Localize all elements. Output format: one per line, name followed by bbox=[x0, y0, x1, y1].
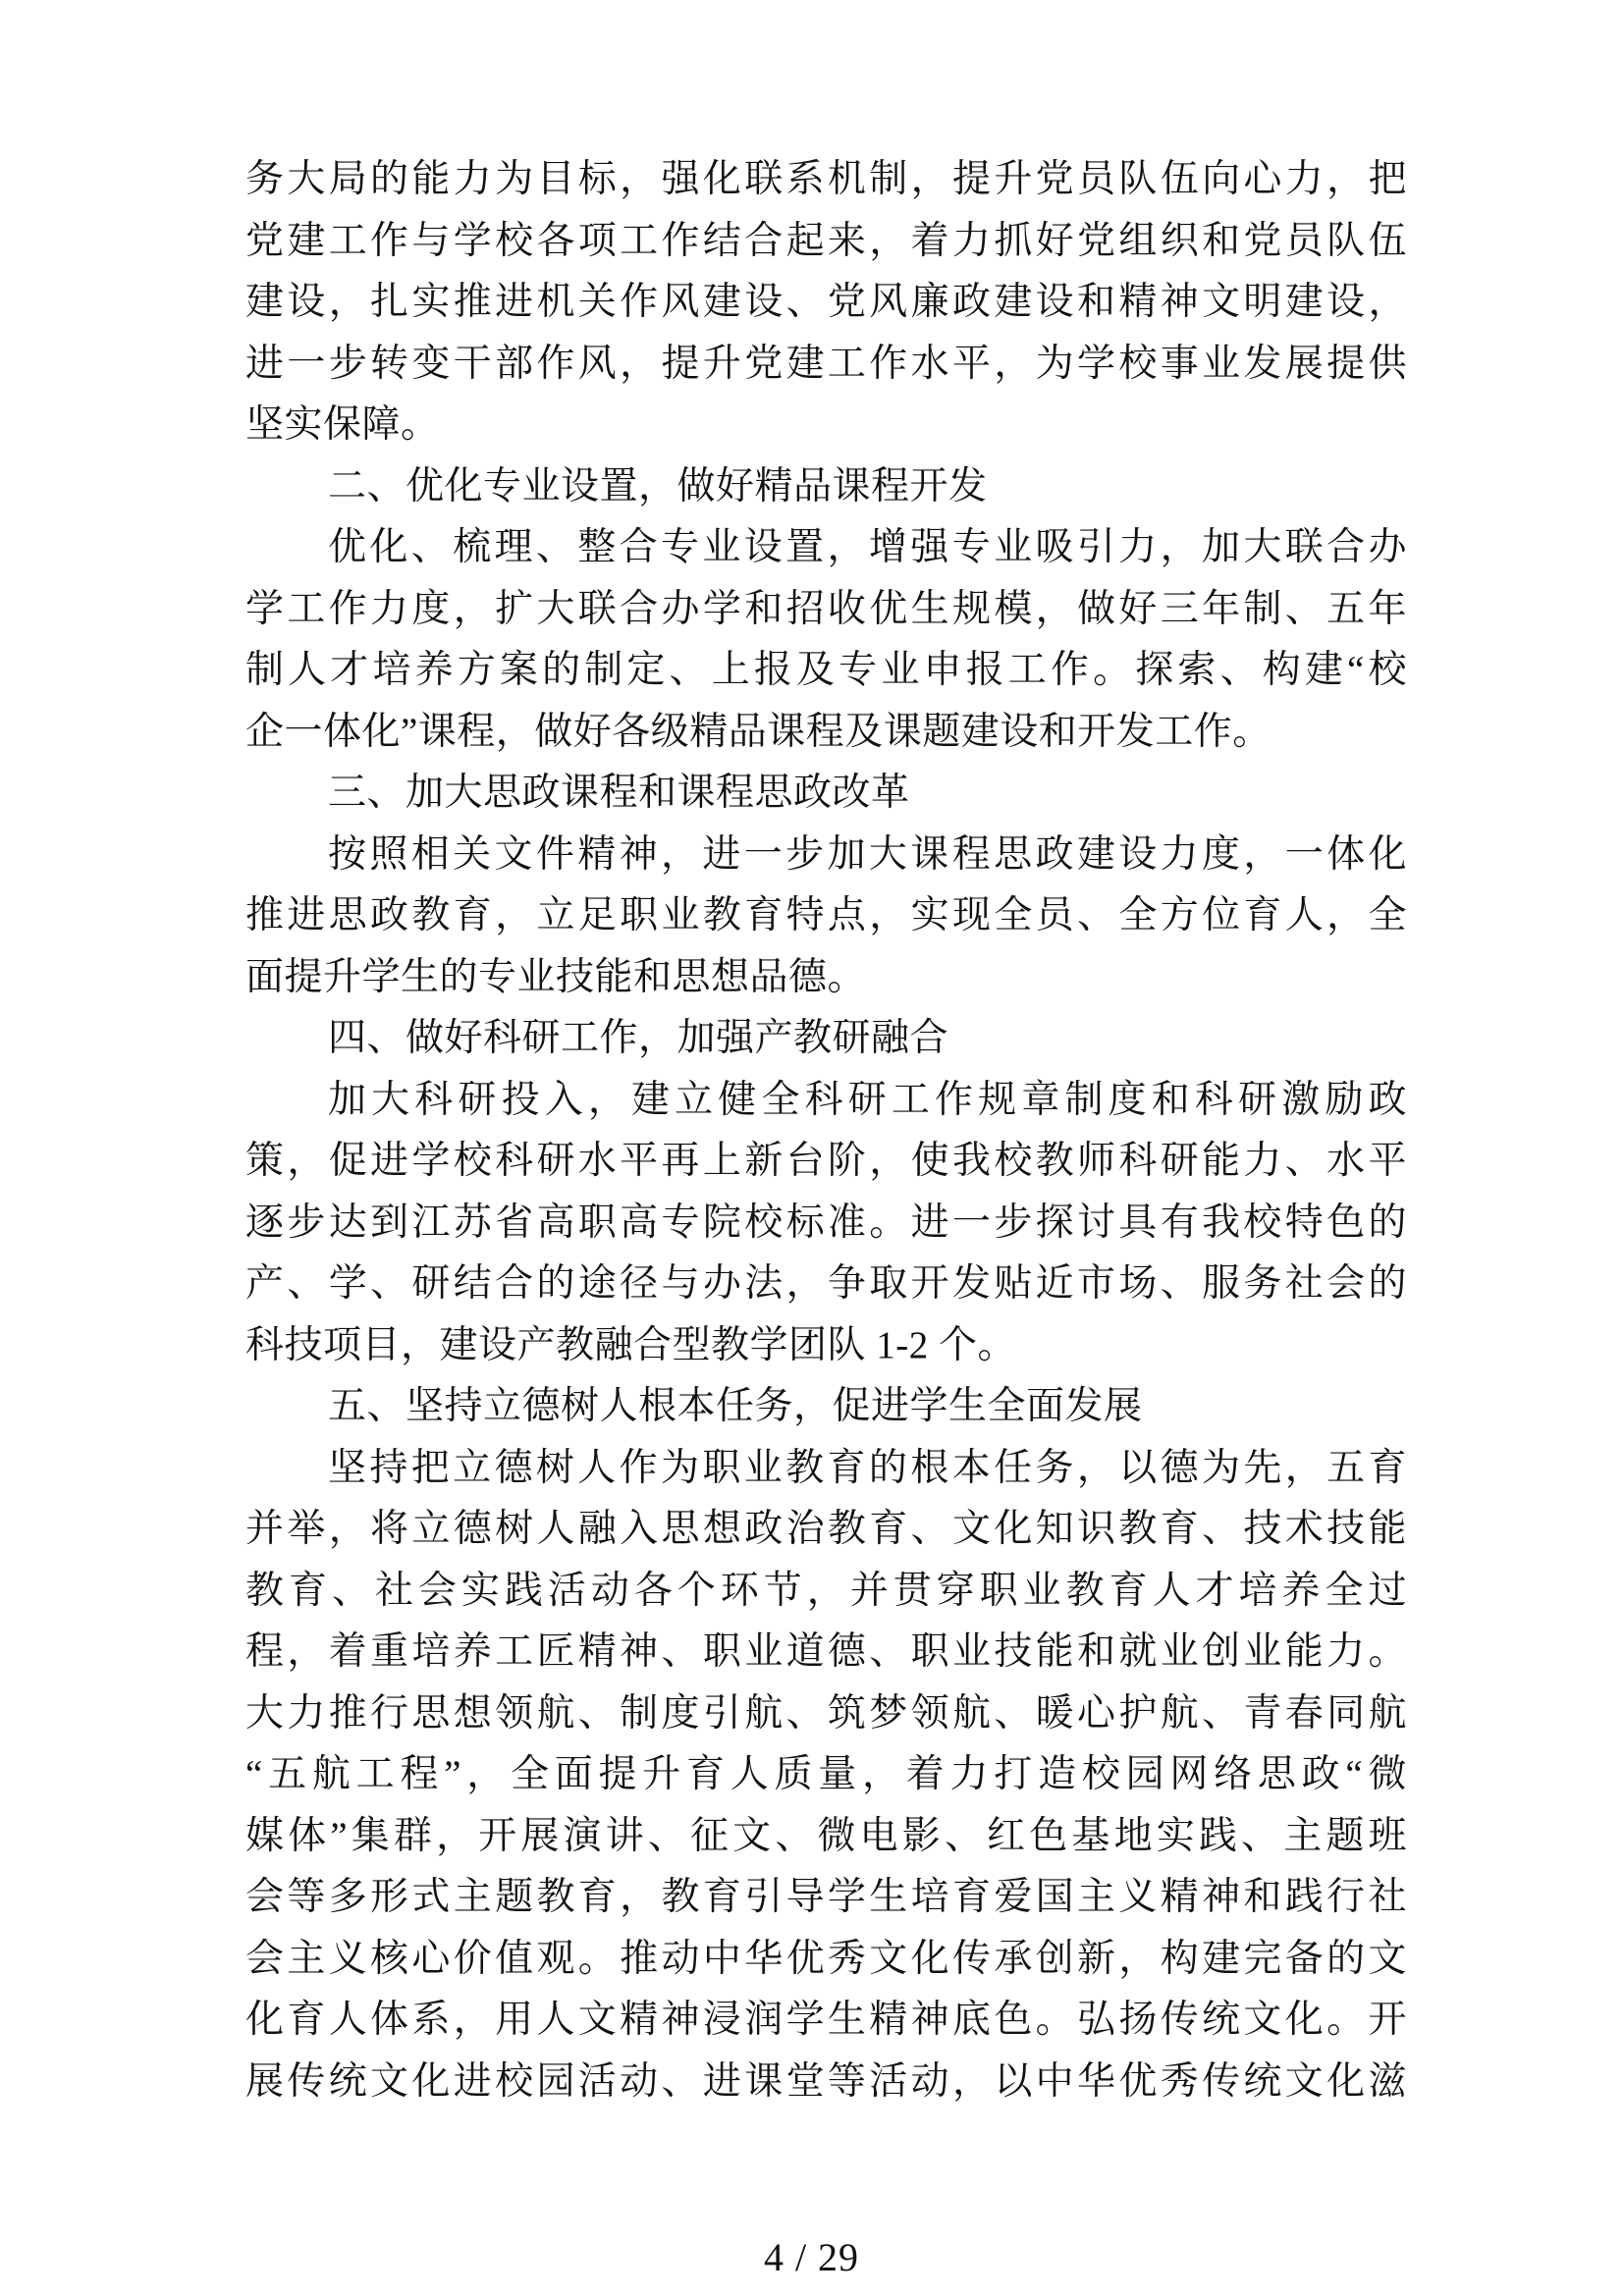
text-line: 制人才培养方案的制定、上报及专业申报工作。探索、构建“校 bbox=[245, 649, 1407, 691]
text-line: 坚实保障。 bbox=[245, 403, 440, 446]
text-line: “五航工程”，全面提升育人质量，着力打造校园网络思政“微 bbox=[245, 1753, 1407, 1795]
text-line: 学工作力度，扩大联合办学和招收优生规模，做好三年制、五年 bbox=[245, 587, 1407, 630]
text-line: 企一体化”课程，做好各级精品课程及课题建设和开发工作。 bbox=[245, 710, 1271, 753]
text-line: 坚持把立德树人作为职业教育的根本任务，以德为先，五育 bbox=[328, 1446, 1407, 1489]
text-line: 按照相关文件精神，进一步加大课程思政建设力度，一体化 bbox=[328, 832, 1407, 876]
text-line: 科技项目，建设产教融合型教学团队 1-2 个。 bbox=[245, 1323, 1016, 1366]
text-line: 媒体”集群，开展演讲、征文、微电影、红色基地实践、主题班 bbox=[245, 1814, 1407, 1857]
text-line: 进一步转变干部作风，提升党建工作水平，为学校事业发展提供 bbox=[245, 342, 1407, 385]
text-line: 务大局的能力为目标，强化联系机制，提升党员队伍向心力，把 bbox=[245, 158, 1407, 200]
text-line: 面提升学生的专业技能和思想品德。 bbox=[245, 955, 867, 998]
text-line: 优化、梳理、整合专业设置，增强专业吸引力，加大联合办 bbox=[328, 526, 1407, 568]
page-number: 4 / 29 bbox=[763, 2235, 860, 2279]
text-line: 大力推行思想领航、制度引航、筑梦领航、暖心护航、青春同航 bbox=[245, 1691, 1407, 1735]
text-line: 展传统文化进校园活动、进课堂等活动，以中华优秀传统文化滋 bbox=[245, 2059, 1407, 2103]
text-line: 建设，扎实推进机关作风建设、党风廉政建设和精神文明建设， bbox=[245, 281, 1407, 323]
section-heading: 二、优化专业设置，做好精品课程开发 bbox=[328, 464, 988, 507]
text-line: 会等多形式主题教育，教育引导学生培育爱国主义精神和践行社 bbox=[245, 1876, 1407, 1918]
text-line: 产、学、研结合的途径与办法，争取开发贴近市场、服务社会的 bbox=[245, 1262, 1407, 1305]
section-heading: 三、加大思政课程和课程思政改革 bbox=[328, 772, 910, 814]
text-line: 并举，将立德树人融入思想政治教育、文化知识教育、技术技能 bbox=[245, 1508, 1407, 1550]
text-line: 党建工作与学校各项工作结合起来，着力抓好党组织和党员队伍 bbox=[245, 219, 1407, 262]
text-line: 加大科研投入，建立健全科研工作规章制度和科研激励政 bbox=[328, 1078, 1407, 1121]
text-line: 推进思政教育，立足职业教育特点，实现全员、全方位育人，全 bbox=[245, 894, 1407, 936]
section-heading: 五、坚持立德树人根本任务，促进学生全面发展 bbox=[328, 1385, 1143, 1427]
document-body bbox=[245, 149, 1407, 2112]
section-heading: 四、做好科研工作，加强产教研融合 bbox=[328, 1017, 949, 1059]
text-line: 化育人体系，用人文精神浸润学生精神底色。弘扬传统文化。开 bbox=[245, 1999, 1407, 2041]
text-line: 教育、社会实践活动各个环节，并贯穿职业教育人才培养全过 bbox=[245, 1569, 1407, 1612]
text-line: 程，着重培养工匠精神、职业道德、职业技能和就业创业能力。 bbox=[245, 1630, 1407, 1673]
text-line: 逐步达到江苏省高职高专院校标准。进一步探讨具有我校特色的 bbox=[245, 1201, 1407, 1244]
text-line: 会主义核心价值观。推动中华优秀文化传承创新，构建完备的文 bbox=[245, 1937, 1407, 1980]
text-line: 策，促进学校科研水平再上新台阶，使我校教师科研能力、水平 bbox=[245, 1140, 1407, 1182]
